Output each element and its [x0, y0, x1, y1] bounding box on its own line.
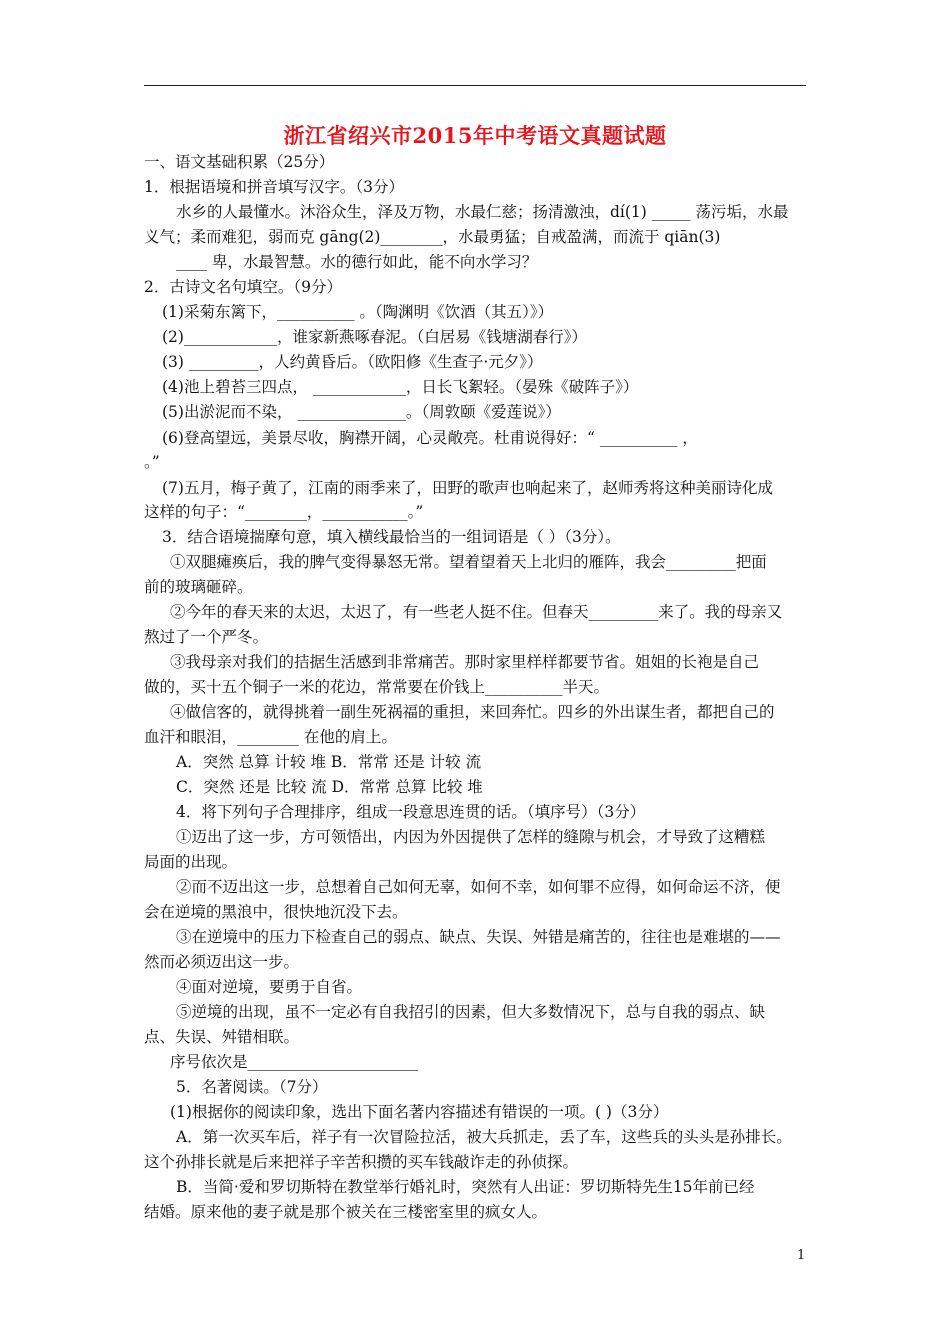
text-line: 这个孙排长就是后来把祥子辛苦积攒的买车钱敲诈走的孙侦探。: [144, 1153, 579, 1171]
text-line: 局面的出现。: [144, 853, 238, 871]
page-title: 浙江省绍兴市2015年中考语文真题试题: [283, 123, 667, 148]
text-line: 一、语文基础积累（25分）: [144, 153, 335, 171]
text-line: ②而不迈出这一步，总想着自己如何无辜，如何不幸，如何罪不应得，如何命运不济，便: [176, 878, 781, 896]
text-line: 然而必须迈出这一步。: [144, 953, 300, 971]
text-line: 。”: [144, 453, 160, 471]
text-line: ①迈出了这一步，方可领悟出，内因为外因提供了怎样的缝隙与机会，才导致了这糟糕: [176, 828, 766, 846]
text-line: 前的玻璃砸碎。: [144, 578, 253, 596]
text-line: (4)池上碧苔三四点， ____________，日长飞絮轻。（晏殊《破阵子》）: [162, 378, 639, 396]
text-line: ①双腿瘫痪后，我的脾气变得暴怒无常。望着望着天上北归的雁阵，我会_________把面: [170, 553, 767, 571]
text-line: 做的，买十五个铜子一米的花边，常常要在价钱上__________半天。: [144, 678, 610, 696]
text-line: 血汗和眼泪，________ 在他的肩上。: [144, 728, 397, 746]
text-line: 5．名著阅读。（7分）: [176, 1078, 328, 1096]
text-line: 序号依次是______________________: [170, 1053, 419, 1071]
text-line: ④面对逆境，要勇于自省。: [176, 978, 363, 996]
text-line: ③我母亲对我们的拮据生活感到非常痛苦。那时家里样样都要节省。姐姐的长袍是自己: [170, 653, 760, 671]
text-line: 4．将下列句子合理排序，组成一段意思连贯的话。（填序号）（3分）: [176, 803, 646, 821]
text-line: 这样的句子：“________，___________。”: [144, 503, 424, 521]
text-line: (7)五月，梅子黄了，江南的雨季来了，田野的歌声也响起来了，赵师秀将这种美丽诗化成: [162, 479, 773, 497]
text-line: ②今年的春天来的太迟，太迟了，有一些老人挺不住。但春天_________来了。我的母亲又: [170, 603, 783, 621]
text-line: 熬过了一个严冬。: [144, 628, 269, 646]
text-line: A．第一次买车后，祥子有一次冒险拉活，被大兵抓走，丢了车，这些兵的头头是孙排长。: [176, 1128, 792, 1146]
text-line: ④做信客的，就得挑着一副生死祸福的重担，来回奔忙。四乡的外出谋生者，都把自己的: [170, 703, 775, 721]
text-line: (6)登高望远，美景尽收，胸襟开阔，心灵敞亮。杜甫说得好：“ __________ ，: [162, 429, 698, 447]
text-line: 义气；柔而难犯，弱而克 gāng(2)________，水最勇猛；自戒盈满，而流于 qiān(3): [144, 228, 721, 246]
text-line: 2．古诗文名句填空。（9分）: [144, 278, 342, 296]
text-line: 3．结合语境揣摩句意，填入横线最恰当的一组词语是（ ）（3分）。: [162, 528, 621, 546]
text-line: (3) _________，人约黄昏后。（欧阳修《生查子·元夕》）: [162, 353, 543, 371]
text-line: 点、失误、舛错相联。: [144, 1028, 300, 1046]
text-line: ③在逆境中的压力下检查自己的弱点、缺点、失误、舛错是痛苦的，往往也是难堪的——: [176, 928, 781, 946]
text-line: 1．根据语境和拼音填写汉字。（3分）: [144, 178, 404, 196]
text-line: B．当简·爱和罗切斯特在教堂举行婚礼时，突然有人出证：罗切斯特先生15年前已经: [176, 1178, 755, 1196]
text-line: 结婚。原来他的妻子就是那个被关在三楼密室里的疯女人。: [144, 1203, 548, 1221]
text-line: (1)采菊东篱下，__________ 。（陶渊明《饮酒（其五）》）: [162, 303, 554, 321]
text-line: (1)根据你的阅读印象，选出下面名著内容描述有错误的一项。( )（3分）: [170, 1103, 669, 1121]
text-line: (2)____________，谁家新燕啄春泥。（白居易《钱塘湖春行》）: [162, 328, 587, 346]
header-rule: [144, 85, 806, 86]
text-line: (5)出淤泥而不染， ______________。（周敦颐《爱莲说》）: [162, 403, 561, 421]
text-line: A．突然 总算 计较 堆 B．常常 还是 计较 流: [176, 753, 482, 771]
page-number: 1: [797, 1248, 806, 1263]
text-line: ____ 卑，水最智慧。水的德行如此，能不向水学习？: [176, 253, 538, 271]
text-line: 水乡的人最懂水。沐浴众生，泽及万物，水最仁慈；扬清激浊，dí(1) _____ 荡污垢，水最: [176, 203, 789, 221]
text-line: ⑤逆境的出现，虽不一定必有自我招引的因素，但大多数情况下，总与自我的弱点、缺: [176, 1003, 766, 1021]
text-line: C．突然 还是 比较 流 D．常常 总算 比较 堆: [176, 778, 483, 796]
text-line: 会在逆境的黑浪中，很快地沉没下去。: [144, 903, 408, 921]
